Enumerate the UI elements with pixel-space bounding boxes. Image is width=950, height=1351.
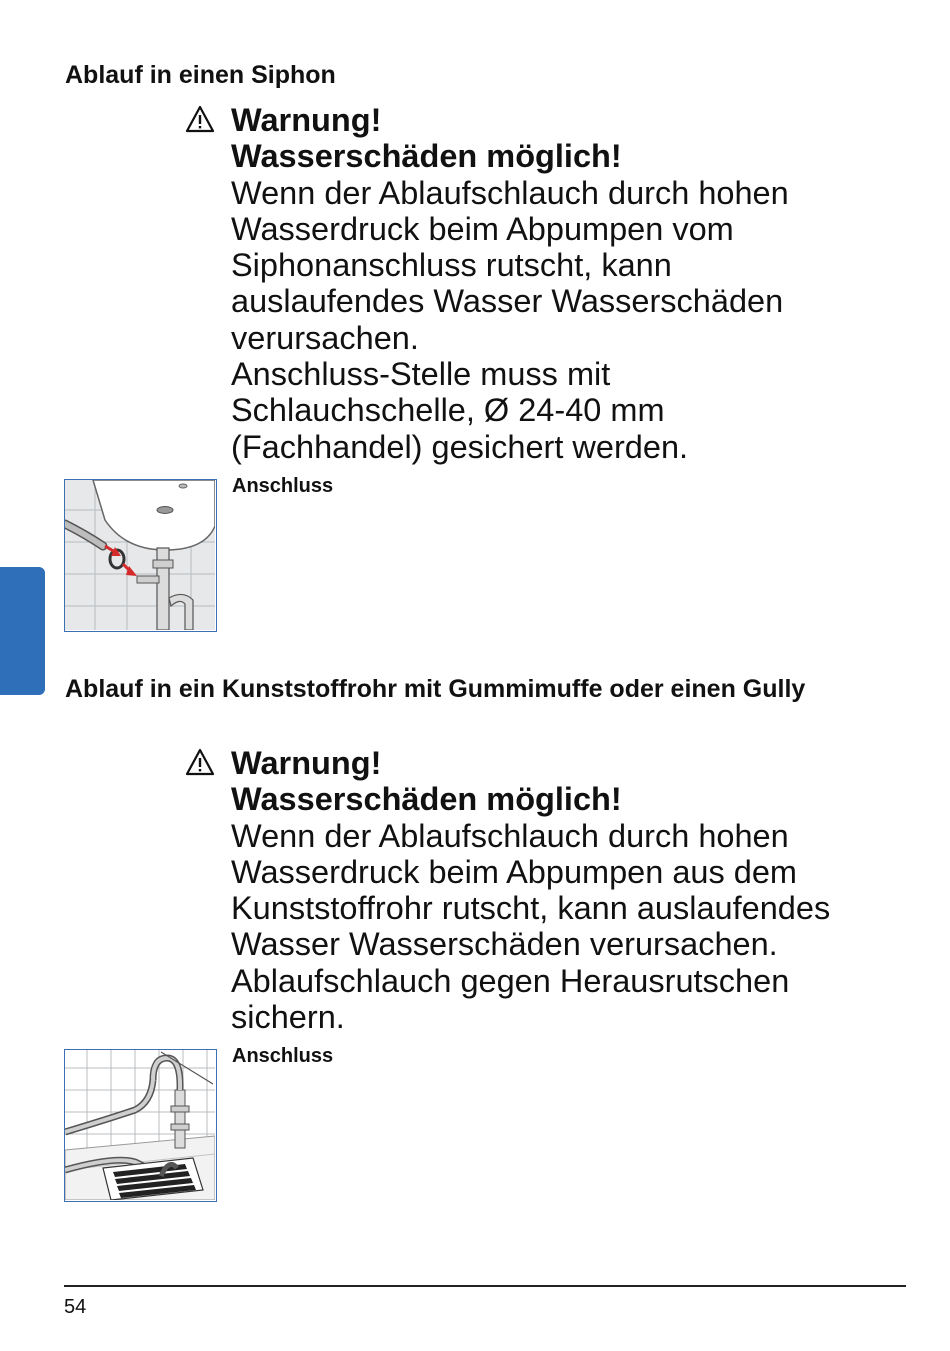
warning-triangle-icon (185, 747, 215, 777)
page-number: 54 (64, 1296, 87, 1318)
figure-caption: Anschluss (232, 475, 334, 497)
warning-line: Wenn der Ablaufschlauch durch hohen (231, 817, 789, 854)
warning-line: verursachen. (231, 319, 419, 356)
warning-triangle-icon (185, 104, 215, 134)
warning-block-siphon (185, 102, 905, 465)
warning-title: Warnung! (231, 102, 382, 138)
warning-line: Wasser Wasserschäden verursachen. (231, 926, 778, 963)
warning-subtitle: Wasserschäden möglich! (231, 781, 622, 818)
warning-subtitle: Wasserschäden möglich! (231, 138, 622, 175)
warning-line: Ablaufschlauch gegen Herausrutschen (231, 962, 790, 999)
warning-line: Anschluss-Stelle muss mit (231, 356, 611, 393)
figure-caption: Anschluss (232, 1045, 334, 1067)
warning-title: Warnung! (231, 745, 382, 781)
warning-line: Wasserdruck beim Abpumpen vom (231, 210, 734, 247)
section-heading-siphon: Ablauf in einen Siphon (65, 61, 336, 89)
warning-line: Schlauchschelle, Ø 24-40 mm (231, 392, 665, 429)
warning-line: auslaufendes Wasser Wasserschäden (231, 283, 784, 320)
drain-gully-illustration (64, 1049, 217, 1202)
warning-line: Siphonanschluss rutscht, kann (231, 247, 672, 284)
warning-line: Wasserdruck beim Abpumpen aus dem (231, 853, 798, 890)
section-heading-plastic-pipe-gully: Ablauf in ein Kunststoffrohr mit Gummimuffe oder einen Gully (65, 675, 806, 703)
siphon-connection-illustration (64, 479, 217, 632)
warning-block-plastic-pipe (185, 745, 905, 1035)
warning-line: Kunststoffrohr rutscht, kann auslaufendes (231, 890, 831, 927)
chapter-side-tab (0, 567, 45, 695)
warning-line: Wenn der Ablaufschlauch durch hohen (231, 174, 789, 211)
warning-line: (Fachhandel) gesichert werden. (231, 428, 689, 465)
footer-rule (64, 1285, 906, 1287)
warning-line: sichern. (231, 999, 345, 1036)
